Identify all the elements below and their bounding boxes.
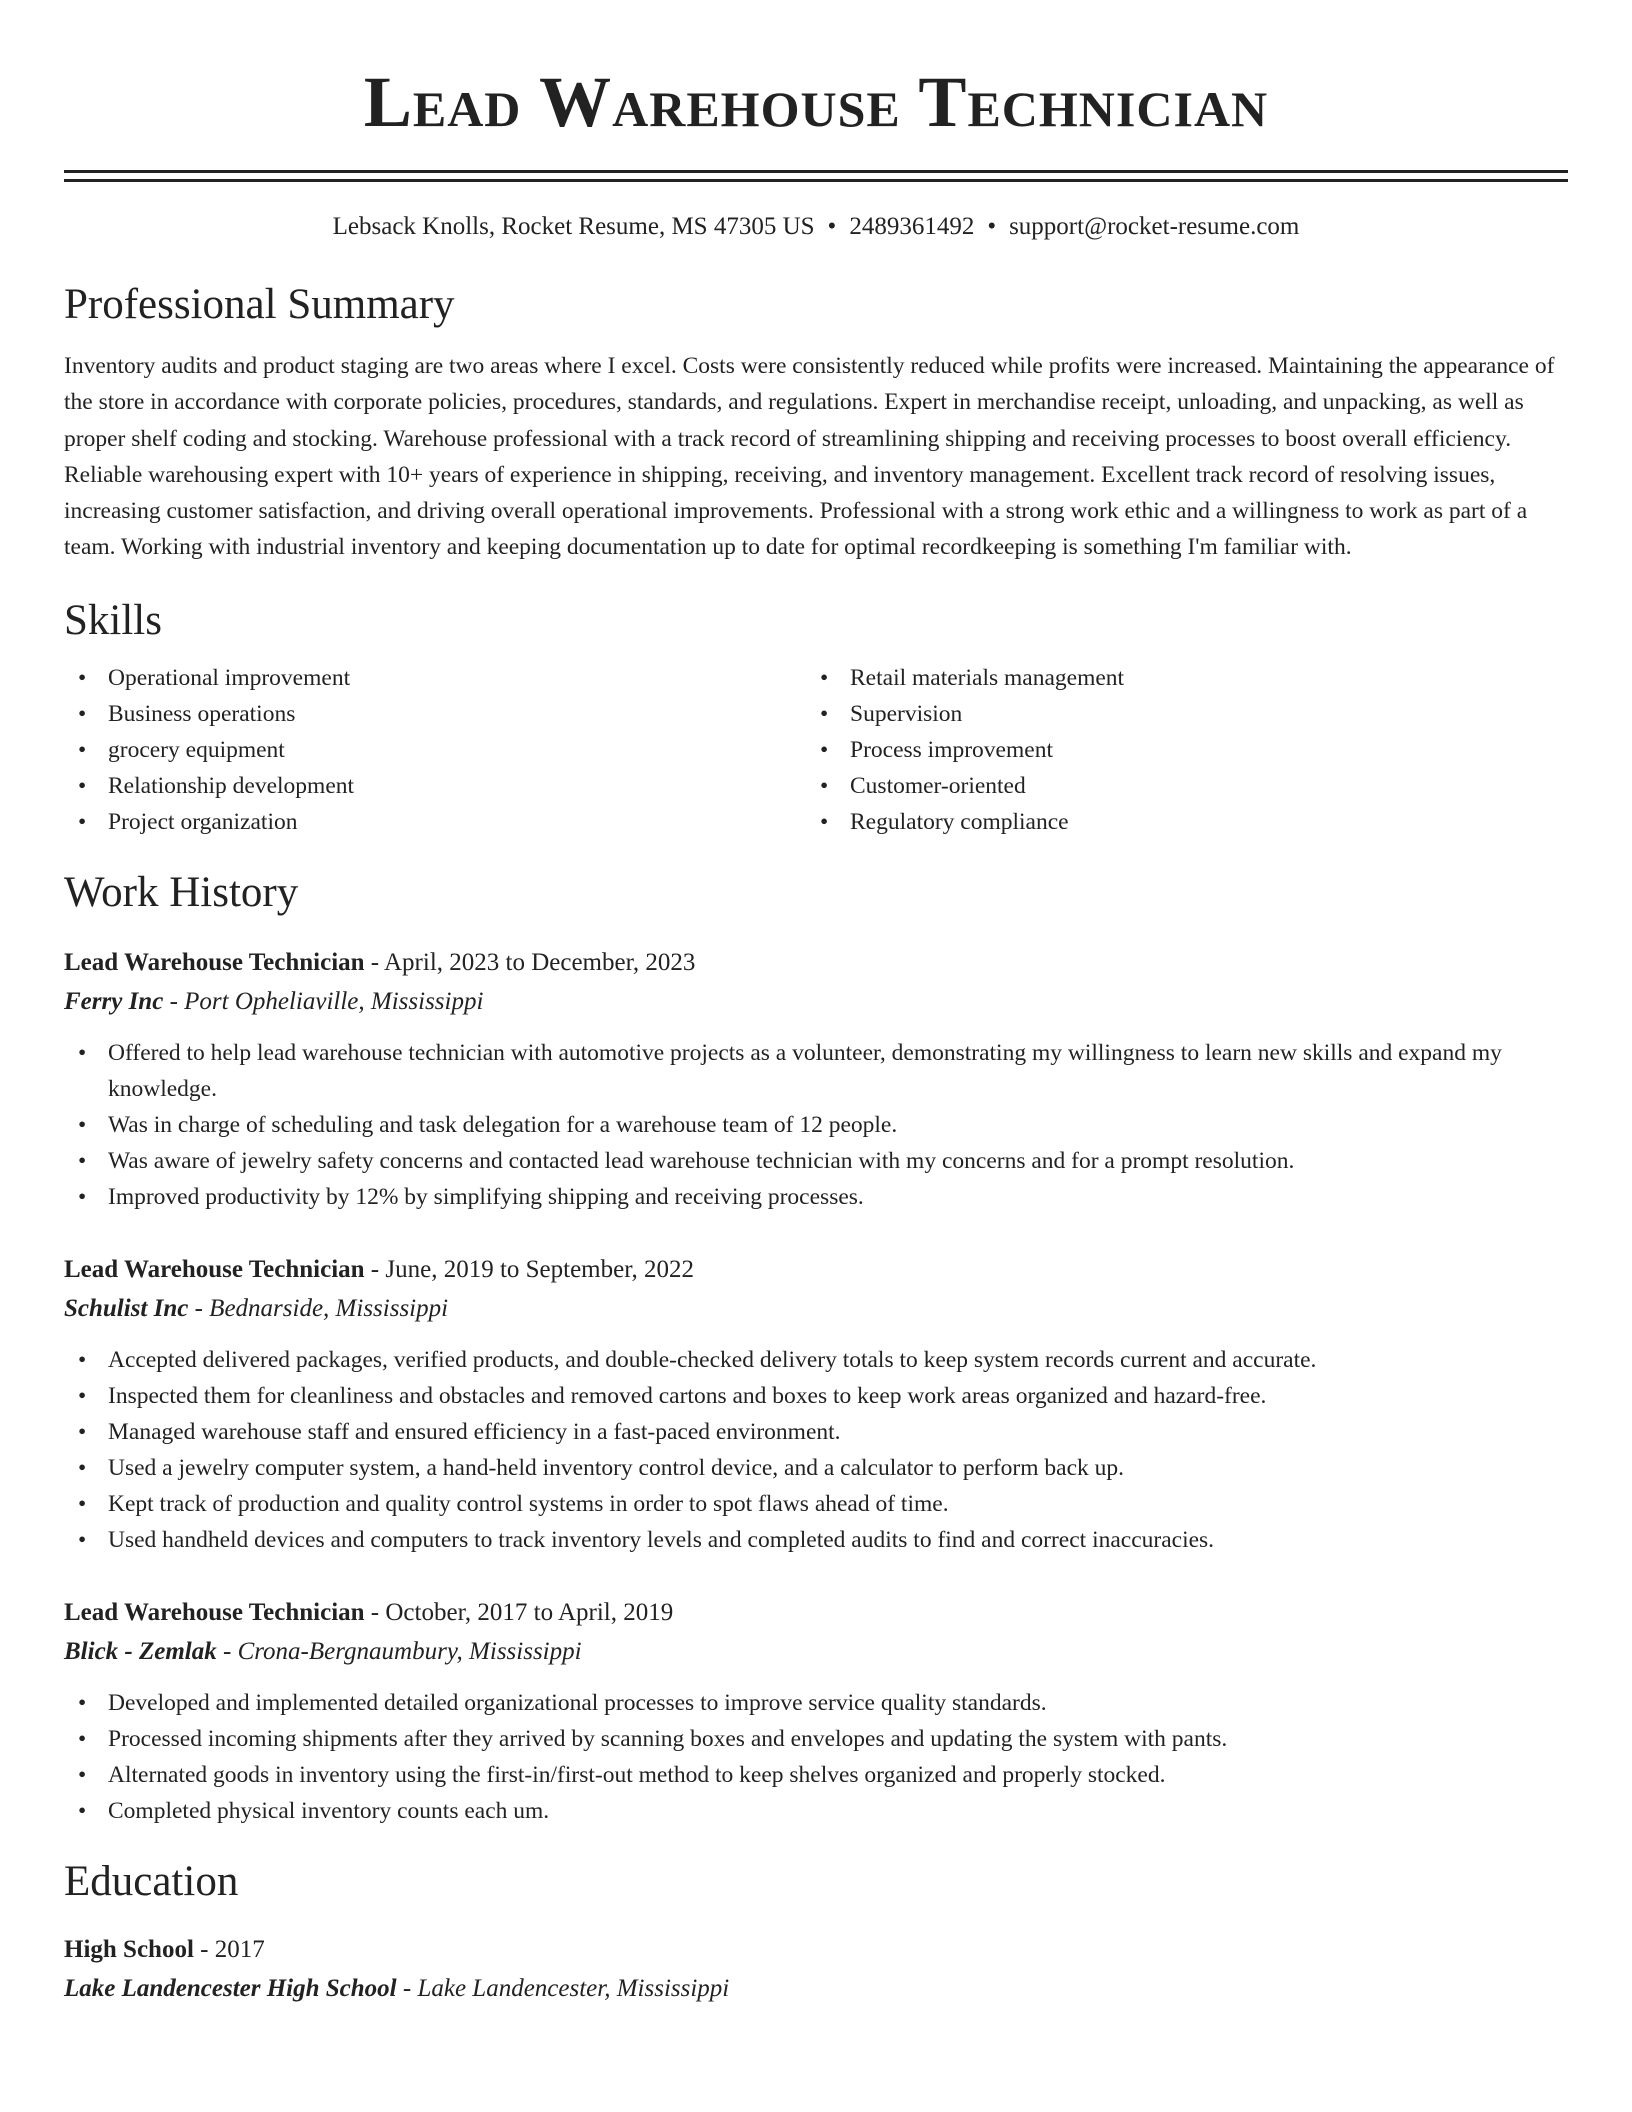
job-header (64, 1253, 1568, 1287)
job-dates: - June, 2019 to September, 2022 (364, 1255, 695, 1283)
education-degree: High School (64, 1935, 194, 1963)
skills-list-right (806, 660, 1548, 840)
skill-item: • grocery equipment (64, 732, 806, 768)
contact-address: Lebsack Knolls, Rocket Resume, MS 47305 US (332, 213, 815, 240)
education-section (64, 1857, 1568, 2006)
summary-text: Inventory audits and product staging are two areas where I excel. Costs were consistently reduced while profits were increased. Maintaining the appearance of the store in accordance with corporate policies, procedures, standards, and regulations. Expert in merchandise receipt, unloading, and unpacking, as well as proper shelf coding and stocking. Warehouse professional with a track record of streamlining shipping and receiving processes to boost overall efficiency. Reliable warehousing expert with 10+ years of experience in shipping, receiving, and inventory management. Excellent track record of resolving issues, increasing customer satisfaction, and driving overall operational improvements. Professional with a strong work ethic and a willingness to work as part of a team. Working with industrial inventory and keeping documentation up to date for optimal recordkeeping is something I'm familiar with. (64, 353, 1555, 561)
skills-section (64, 596, 1568, 840)
skill-item: • Business operations (64, 696, 806, 732)
job-employer (64, 1635, 1568, 1669)
education-location: - Lake Landencester, Mississippi (396, 1974, 730, 2002)
job-title: Lead Warehouse Technician (64, 948, 365, 976)
education-entry (64, 1933, 1568, 2006)
header-divider-bottom (64, 179, 1568, 182)
job-employer (64, 985, 1568, 1019)
skill-item: • Process improvement (806, 732, 1548, 768)
job-entry (64, 946, 1568, 1215)
job-employer (64, 1292, 1568, 1326)
contact-phone: 2489361492 (849, 213, 975, 240)
job-bullet: • Used a jewelry computer system, a hand-held inventory control device, and a calculator to perform back up. (64, 1450, 1568, 1486)
contact-separator: • (987, 213, 997, 240)
skills-heading: Skills (64, 596, 162, 644)
job-company: Blick - Zemlak (64, 1637, 217, 1665)
education-header (64, 1933, 1568, 1967)
job-title: Lead Warehouse Technician (64, 1255, 365, 1283)
job-bullet: • Improved productivity by 12% by simplifying shipping and receiving processes. (64, 1179, 1568, 1215)
job-bullet: • Kept track of production and quality control systems in order to spot flaws ahead of time. (64, 1486, 1568, 1522)
professional-summary-section (64, 280, 1568, 566)
job-bullet: • Was in charge of scheduling and task delegation for a warehouse team of 12 people. (64, 1107, 1568, 1143)
job-bullet: • Processed incoming shipments after they arrived by scanning boxes and envelopes and updating the system with pants. (64, 1721, 1568, 1757)
resume-title: Lead Warehouse Technician (363, 62, 1269, 142)
job-bullet: • Developed and implemented detailed organizational processes to improve service quality standards. (64, 1685, 1568, 1721)
work-history-heading: Work History (64, 868, 299, 916)
header-divider-top (64, 170, 1568, 173)
education-school-line (64, 1972, 1568, 2006)
work-history-section (64, 868, 1568, 1829)
job-entry (64, 1596, 1568, 1829)
skill-item: • Relationship development (64, 768, 806, 804)
job-location: - Bednarside, Mississippi (188, 1294, 449, 1322)
skill-item: • Customer-oriented (806, 768, 1548, 804)
skill-item: • Project organization (64, 804, 806, 840)
job-bullet: • Offered to help lead warehouse technician with automotive projects as a volunteer, demonstrating my willingness to learn new skills and expand my knowledge. (64, 1035, 1568, 1107)
skill-item: • Regulatory compliance (806, 804, 1548, 840)
skills-columns (64, 660, 1568, 840)
job-location: - Port Opheliaville, Mississippi (163, 987, 484, 1015)
skills-column-left (64, 660, 806, 840)
skills-list-left (64, 660, 806, 840)
education-heading: Education (64, 1857, 239, 1905)
job-title: Lead Warehouse Technician (64, 1598, 365, 1626)
skill-item: • Operational improvement (64, 660, 806, 696)
job-company: Schulist Inc (64, 1294, 189, 1322)
job-bullets (64, 1685, 1568, 1829)
contact-line (64, 212, 1568, 242)
job-bullet: • Alternated goods in inventory using the first-in/first-out method to keep shelves organized and properly stocked. (64, 1757, 1568, 1793)
job-bullets (64, 1035, 1568, 1215)
job-bullet: • Completed physical inventory counts each um. (64, 1793, 1568, 1829)
contact-email: support@rocket-resume.com (1009, 213, 1300, 240)
skill-item: • Retail materials management (806, 660, 1548, 696)
job-bullet: • Was aware of jewelry safety concerns and contacted lead warehouse technician with my concerns and for a prompt resolution. (64, 1143, 1568, 1179)
job-header (64, 1596, 1568, 1630)
job-bullet: • Inspected them for cleanliness and obstacles and removed cartons and boxes to keep work areas organized and hazard-free. (64, 1378, 1568, 1414)
job-bullet: • Used handheld devices and computers to track inventory levels and completed audits to find and correct inaccuracies. (64, 1522, 1568, 1558)
job-dates: - October, 2017 to April, 2019 (364, 1598, 674, 1626)
education-year: - 2017 (193, 1935, 265, 1963)
job-bullet: • Managed warehouse staff and ensured efficiency in a fast-paced environment. (64, 1414, 1568, 1450)
job-location: - Crona-Bergnaumbury, Mississippi (216, 1637, 582, 1665)
job-entry (64, 1253, 1568, 1558)
contact-separator: • (827, 213, 837, 240)
job-header (64, 946, 1568, 980)
job-dates: - April, 2023 to December, 2023 (364, 948, 696, 976)
skills-column-right (806, 660, 1548, 840)
skill-item: • Supervision (806, 696, 1548, 732)
summary-heading: Professional Summary (64, 281, 455, 328)
job-bullets (64, 1342, 1568, 1558)
job-company: Ferry Inc (64, 987, 164, 1015)
education-school: Lake Landencester High School (64, 1974, 397, 2002)
job-bullet: • Accepted delivered packages, verified products, and double-checked delivery totals to keep system records current and accurate. (64, 1342, 1568, 1378)
